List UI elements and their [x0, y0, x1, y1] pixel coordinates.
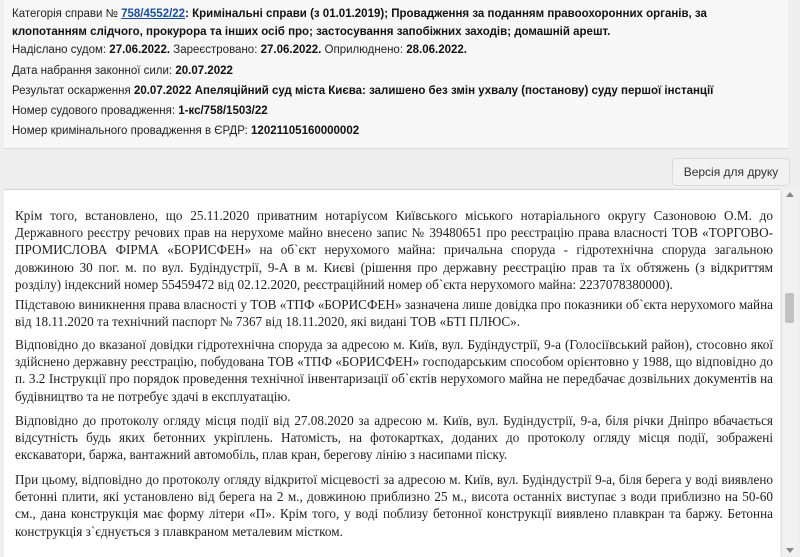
- published-date: 28.06.2022.: [406, 44, 467, 56]
- document-paragraph: Відповідно до протоколу огляду місця події від 27.08.2020 за адресою м. Київ, вул. Будіндустрії, 9-а, біля річки Дніпро вбачається відсутність будь яких бетонних укріплень. Натомість, на фотокартках, доданих до протоколу огляду місця події, зображені екскаватори, баржа, вантажний автомобіль, плав кран, берегову лінію з насипами піску.: [15, 413, 773, 463]
- registered-label: Зареєстровано:: [170, 44, 261, 56]
- sent-date: 27.06.2022.: [109, 44, 171, 56]
- scroll-thumb[interactable]: [785, 293, 794, 323]
- proceeding-number: 1-кс/758/1503/22: [178, 105, 268, 117]
- appeal-label: Результат оскарження: [12, 85, 134, 97]
- print-version-button[interactable]: Версія для друку: [672, 158, 790, 186]
- case-proceeding-number: [12, 103, 778, 121]
- document-paragraph: Крім того, встановлено, що 25.11.2020 приватним нотаріусом Київського міського нотаріального округу Сазоновою О.М. до Державного реєстру речових прав на нерухоме майно внесено запис № 39480651 про реєстрацію права власності ТОВ «ТОРГОВО-ПРОМИСЛОВА ФІРМА «БОРИСФЕН» на об`єкт нерухомого майна: причальна споруда - гідротехнічна споруда загальною довжиною 30 пог. м. по вул. Будіндустрії, 9-А в м. Києві (рішення про державну реєстрацію прав та їх обтяжень (з відкриттям розділу) індексний номер 55459472 від 02.12.2020, реєстраційний номер об`єкта нерухомого майна: 2237078380000).: [15, 208, 773, 292]
- case-info-panel: [4, 0, 788, 149]
- case-number-link[interactable]: 758/4552/22: [121, 8, 186, 20]
- category-value: : Кримінальні справи (з 01.01.2019); Провадження за поданням правоохоронних органів, за клопотанням слідчого, прокурора та інших осіб про; застосування запобіжних заходів; домашній арешт.: [12, 8, 707, 38]
- sent-label: Надіслано судом:: [12, 44, 110, 56]
- proceeding-label: Номер судового провадження:: [12, 105, 179, 117]
- case-appeal-result: [12, 83, 778, 101]
- document-paragraph: При цьому, відповідно до протоколу огляду відкритої місцевості за адресою м. Київ, вул. Будіндустрії 9-а, біля берега у воді виявлено бетонні плити, які установлено від берега на 2 м., довжиною приблизно 25 м., висота останніх виступає з води приблизно на 50-60 см., дана конструкція має форму літери «П». Крім того, у воді поблизу бетонної конструкції виявлено плавкран та баржу. Бетонна конструкція з`єднується з плавкраном металевим містком.: [15, 472, 773, 539]
- scroll-down-arrow-icon[interactable]: [786, 548, 794, 553]
- case-effective-date: [12, 63, 778, 81]
- document-paragraph: Відповідно до вказаної довідки гідротехнічна споруда за адресою м. Київ, вул. Будіндустрії, 9-а (Голосіївський район), стосовно якої здійснено державну реєстрацію, побудована ТОВ «ТПФ «БОРИСФЕН» господарським способом орієнтовно у 1988, що відповідно до п. 3.2 Інструкції про порядок проведення технічної інвентаризації об`єктів нерухомого майна не передбачає дозвільних документів на будівництво та не потребує здачі в експлуатацію.: [15, 337, 773, 404]
- document-scrollbar[interactable]: [781, 189, 797, 556]
- erdr-label: Номер кримінального провадження в ЄРДР:: [12, 125, 252, 137]
- effective-label: Дата набрання законної сили:: [12, 65, 176, 77]
- erdr-number: 12021105160000002: [251, 125, 360, 137]
- document-text-area: [4, 189, 780, 557]
- registered-date: 27.06.2022.: [260, 44, 322, 56]
- category-label: Категорія справи №: [12, 8, 122, 20]
- document-paragraph: Підставою виникнення права власності у ТОВ «ТПФ «БОРИСФЕН» зазначена лише довідка про показники об`єкта нерухомого майна від 18.11.2020 та технічний паспорт № 7367 від 18.11.2020, які видані ТОВ «БТІ ПЛЮС».: [15, 297, 773, 330]
- case-erdr-number: [12, 123, 778, 141]
- scroll-up-arrow-icon[interactable]: [786, 192, 794, 197]
- published-label: Оприлюднено:: [321, 44, 407, 56]
- case-category: [12, 6, 778, 41]
- appeal-value: 20.07.2022 Апеляційний суд міста Києва: залишено без змін ухвалу (постанову) суду першої інстанції: [133, 85, 714, 97]
- effective-date: 20.07.2022: [175, 65, 233, 77]
- case-dates: [12, 42, 778, 60]
